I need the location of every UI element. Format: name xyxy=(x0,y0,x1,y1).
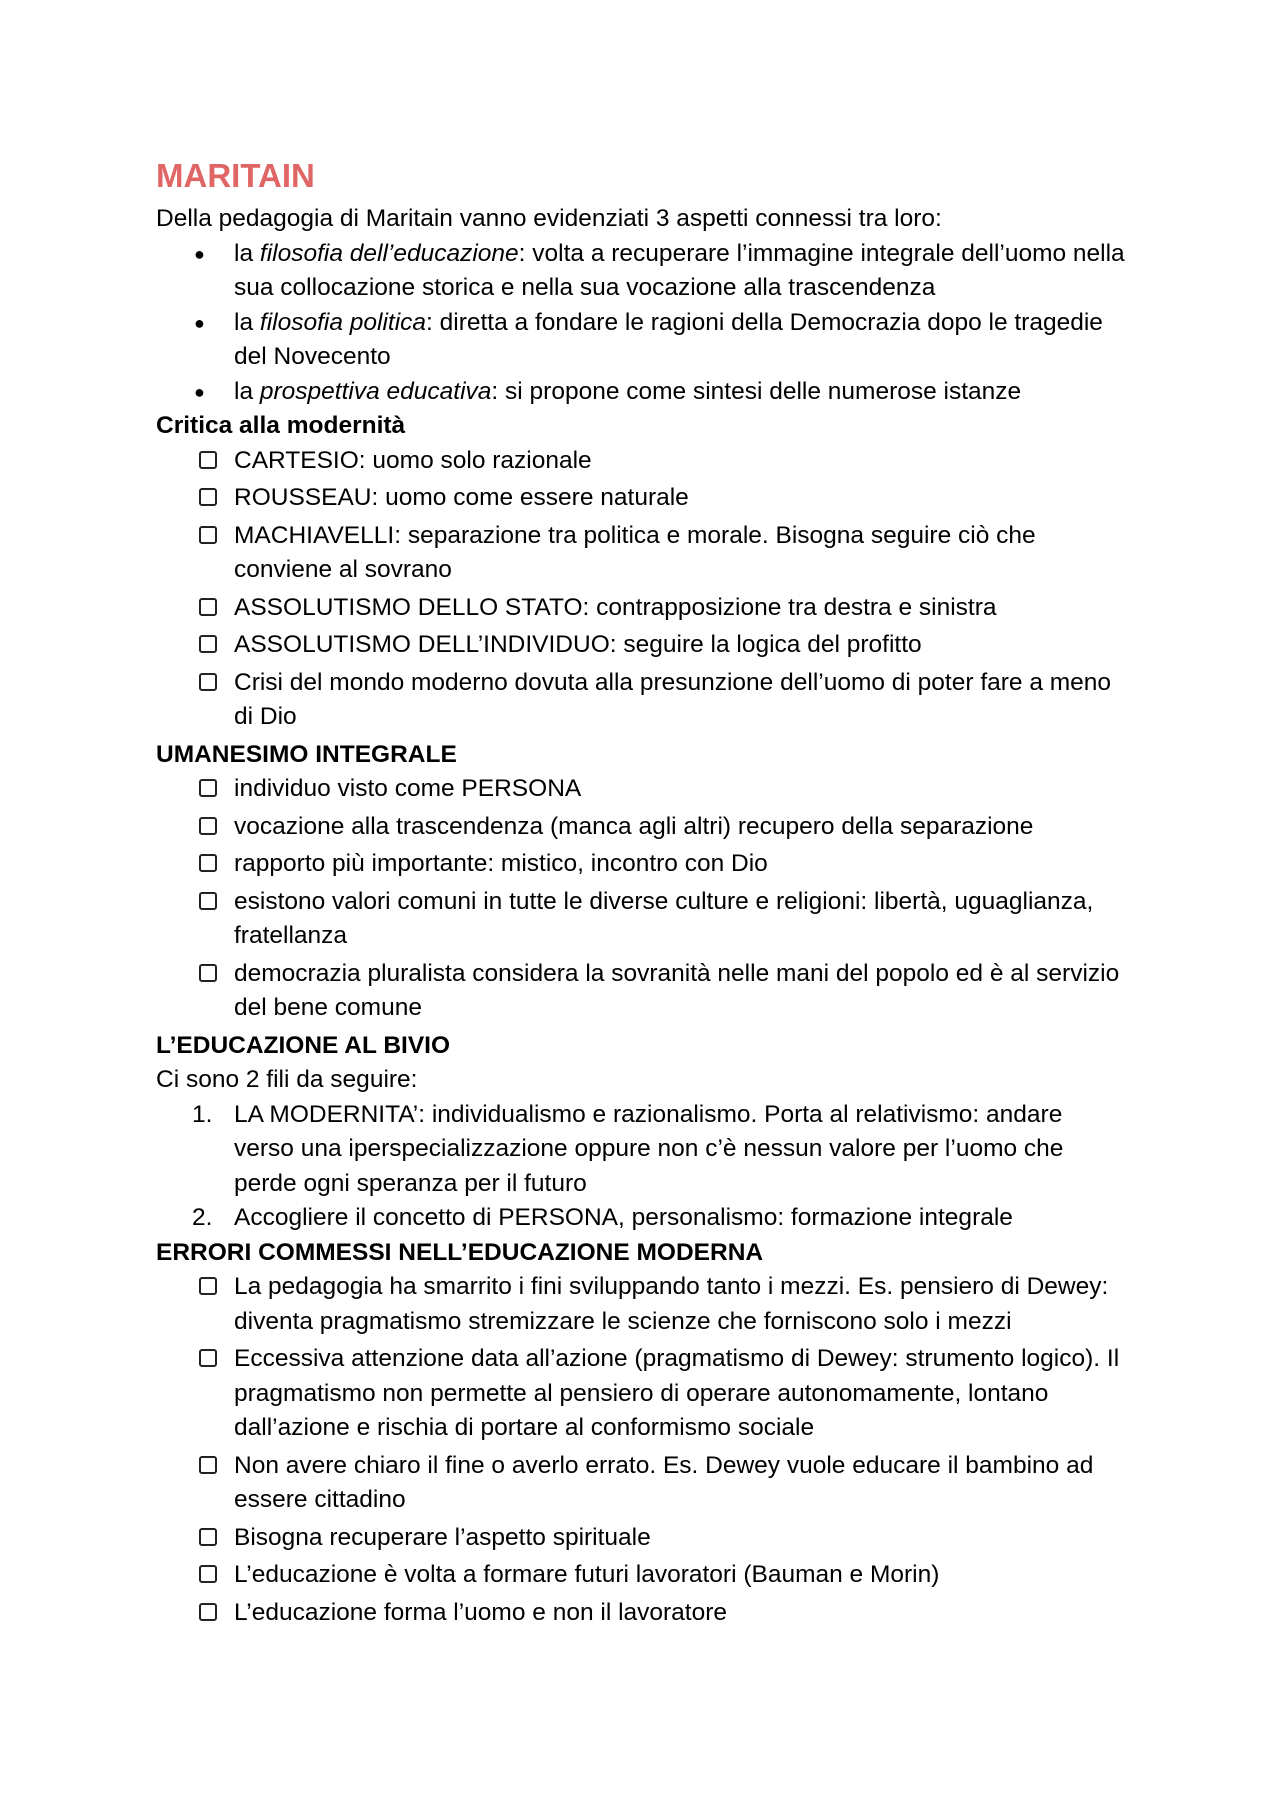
checklist-item: La pedagogia ha smarrito i fini sviluppando tanto i mezzi. Es. pensiero di Dewey: diventa pragmatismo stremizzare le scienze che forniscono solo i mezzi xyxy=(156,1270,1126,1339)
page-title: MARITAIN xyxy=(156,157,315,194)
list-item: ● la filosofia dell’educazione: volta a recuperare l’immagine integrale dell’uomo nella sua collocazione storica e nella sua vocazione alla trascendenza xyxy=(156,237,1126,306)
checklist-item: ASSOLUTISMO DELL’INDIVIDUO: seguire la logica del profitto xyxy=(156,628,1126,663)
checkbox[interactable] xyxy=(199,673,217,691)
critica-checklist xyxy=(156,444,1126,735)
bivio-intro: Ci sono 2 fili da seguire: xyxy=(156,1066,418,1093)
list-item: 2. Accogliere il concetto di PERSONA, personalismo: formazione integrale xyxy=(156,1201,1126,1236)
aspect-term: filosofia politica xyxy=(259,308,427,336)
bivio-numbered-list xyxy=(156,1098,1126,1236)
checklist-item: MACHIAVELLI: separazione tra politica e morale. Bisogna seguire ciò che conviene al sovrano xyxy=(156,519,1126,588)
errori-checklist xyxy=(156,1270,1126,1630)
checklist-item: Crisi del mondo moderno dovuta alla presunzione dell’uomo di poter fare a meno di Dio xyxy=(156,666,1126,735)
checklist-item: Bisogna recuperare l’aspetto spirituale xyxy=(156,1521,1126,1556)
checkbox[interactable] xyxy=(199,779,217,797)
list-number: 1. xyxy=(192,1100,213,1128)
checklist-item: ROUSSEAU: uomo come essere naturale xyxy=(156,481,1126,516)
aspects-list xyxy=(156,237,1126,410)
checkbox[interactable] xyxy=(199,892,217,910)
checklist-item: individuo visto come PERSONA xyxy=(156,772,1126,807)
section-title-umanesimo: UMANESIMO INTEGRALE xyxy=(156,740,457,768)
section-title-bivio: L’EDUCAZIONE AL BIVIO xyxy=(156,1031,451,1059)
list-item: ● la filosofia politica: diretta a fondare le ragioni della Democrazia dopo le tragedie del Novecento xyxy=(156,306,1126,375)
checklist-item: rapporto più importante: mistico, incontro con Dio xyxy=(156,847,1126,882)
checkbox[interactable] xyxy=(199,451,217,469)
checklist-item: esistono valori comuni in tutte le diverse culture e religioni: libertà, uguaglianza, fratellanza xyxy=(156,885,1126,954)
checkbox[interactable] xyxy=(199,526,217,544)
list-item: ● la prospettiva educativa: si propone come sintesi delle numerose istanze xyxy=(156,375,1126,410)
checkbox[interactable] xyxy=(199,817,217,835)
checkbox[interactable] xyxy=(199,1349,217,1367)
checkbox[interactable] xyxy=(199,635,217,653)
aspect-term: filosofia dell’educazione xyxy=(259,239,519,267)
checkbox[interactable] xyxy=(199,1277,217,1295)
checkbox[interactable] xyxy=(199,598,217,616)
checkbox[interactable] xyxy=(199,1565,217,1583)
checklist-item: Non avere chiaro il fine o averlo errato. Es. Dewey vuole educare il bambino ad essere cittadino xyxy=(156,1449,1126,1518)
section-title-errori: ERRORI COMMESSI NELL’EDUCAZIONE MODERNA xyxy=(156,1238,764,1266)
umanesimo-checklist xyxy=(156,772,1126,1026)
document-page xyxy=(156,152,1126,1633)
checkbox[interactable] xyxy=(199,488,217,506)
checkbox[interactable] xyxy=(199,854,217,872)
checklist-item: vocazione alla trascendenza (manca agli altri) recupero della separazione xyxy=(156,810,1126,845)
checkbox[interactable] xyxy=(199,964,217,982)
checkbox[interactable] xyxy=(199,1528,217,1546)
checkbox[interactable] xyxy=(199,1456,217,1474)
list-item: 1. LA MODERNITA’: individualismo e razionalismo. Porta al relativismo: andare verso una iperspecializzazione oppure non c’è nessun valore per l’uomo che perde ogni speranza per il futuro xyxy=(156,1098,1126,1202)
checklist-item: Eccessiva attenzione data all’azione (pragmatismo di Dewey: strumento logico). Il pragmatismo non permette al pensiero di operare autonomamente, lontano dall’azione e rischia di portare al conformismo sociale xyxy=(156,1342,1126,1446)
checklist-item: CARTESIO: uomo solo razionale xyxy=(156,444,1126,479)
aspect-term: prospettiva educativa xyxy=(259,377,492,405)
checkbox[interactable] xyxy=(199,1603,217,1621)
checklist-item: democrazia pluralista considera la sovranità nelle mani del popolo ed è al servizio del bene comune xyxy=(156,957,1126,1026)
section-title-critica: Critica alla modernità xyxy=(156,412,406,439)
checklist-item: ASSOLUTISMO DELLO STATO: contrapposizione tra destra e sinistra xyxy=(156,591,1126,626)
checklist-item: L’educazione forma l’uomo e non il lavoratore xyxy=(156,1596,1126,1631)
checklist-item: L’educazione è volta a formare futuri lavoratori (Bauman e Morin) xyxy=(156,1558,1126,1593)
list-number: 2. xyxy=(192,1204,213,1231)
intro-paragraph: Della pedagogia di Maritain vanno evidenziati 3 aspetti connessi tra loro: xyxy=(156,205,942,232)
